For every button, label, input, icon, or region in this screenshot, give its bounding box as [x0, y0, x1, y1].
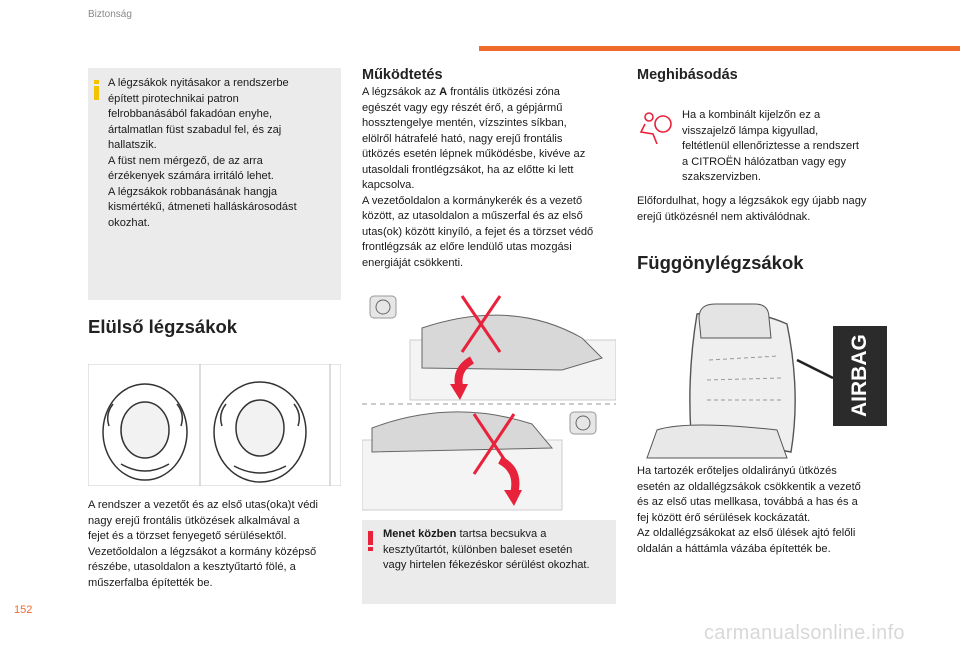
front-airbags-body: A rendszer a vezetőt és az első utas(oka)t védi nagy erejű frontális ütközések alkalmával a fejet és a törzset fenyegető sérülésektől. Vezetőoldalon a légzsákot a kormány középső részébe, utasoldalon a kesztyűtartó fölé, a műszerfalba építették be.: [88, 499, 319, 589]
info-icon: [93, 80, 101, 100]
operation-body: A légzsákok az A frontális ütközési zóna egészét vagy egy részét érő, a gépjármű hossztengelye mentén, vízszintes síkban, elölről hátrafelé ható, nagy erejű frontális ütközés esetén lépnek működésbe, kivéve az utasoldali frontlégzsákot, ha az előtte ki lett kapcsolva. A vezetőoldalon a kormánykerék és a vezető között, az utasoldalon a műszerfal és az első utas(ok) között kinyíló, a fejet és a törzset védő frontlégzsák az előre lendülő utas mozgási energiáját csökkenti.: [362, 86, 594, 269]
warning-bold: Menet közben: [383, 528, 457, 540]
watermark: carmanualsonline.info: [704, 622, 905, 644]
header-accent-bar: [479, 46, 960, 51]
section-title: Biztonság: [88, 9, 132, 20]
zone-a-label: A: [439, 86, 448, 98]
page-number: 152: [14, 604, 33, 616]
airbag-deployment-illustration: [362, 290, 616, 516]
fault-text: Ha a kombinált kijelzőn ez a visszajelző lámpa kigyullad, feltétlenül ellenőriztesse a rendszert a CITROËN hálózatban vagy egy szakszervizben.: [682, 109, 859, 183]
front-airbags-illustration: [88, 364, 341, 486]
airbag-label: AIRBAG: [848, 334, 871, 418]
fault-title: Meghibásodás: [637, 67, 738, 83]
curtain-airbags-title: Függönylégzsákok: [637, 252, 804, 273]
airbag-warning-light-icon: [637, 110, 673, 144]
curtain-airbags-body: Ha tartozék erőteljes oldalirányú ütközés esetén az oldallégzsákok csökkentik a vezető és az első utas mellkasa, továbbá a has és a fej között érő sérülések kockázatát. Az oldallégzsákokat az első ülések ajtó felőli oldalán a háttámla vázába építették be.: [637, 465, 861, 555]
fault-note: Előfordulhat, hogy a légzsákok egy újabb nagy erejű ütközésnél nem aktiválódnak.: [637, 195, 867, 223]
operation-title: Működtetés: [362, 67, 443, 83]
info-note-text: A légzsákok nyitásakor a rendszerbe épített pirotechnikai patron felrobbanásából fakadóan enyhe, ártalmatlan füst szabadul fel, és zaj hallatszik. A füst nem mérgező, de az arra érzékenyek számára irritáló lehet. A légzsákok robbanásának hangja kismértékű, átmeneti halláskárosodást okozhat.: [108, 77, 297, 229]
warning-icon: [367, 531, 375, 551]
warning-note-text: Menet közben tartsa becsukva a kesztyűtartót, különben baleset esetén vagy hirtelen fékezéskor sérülést okozhat.: [383, 528, 590, 571]
front-airbags-title: Elülső légzsákok: [88, 316, 238, 337]
